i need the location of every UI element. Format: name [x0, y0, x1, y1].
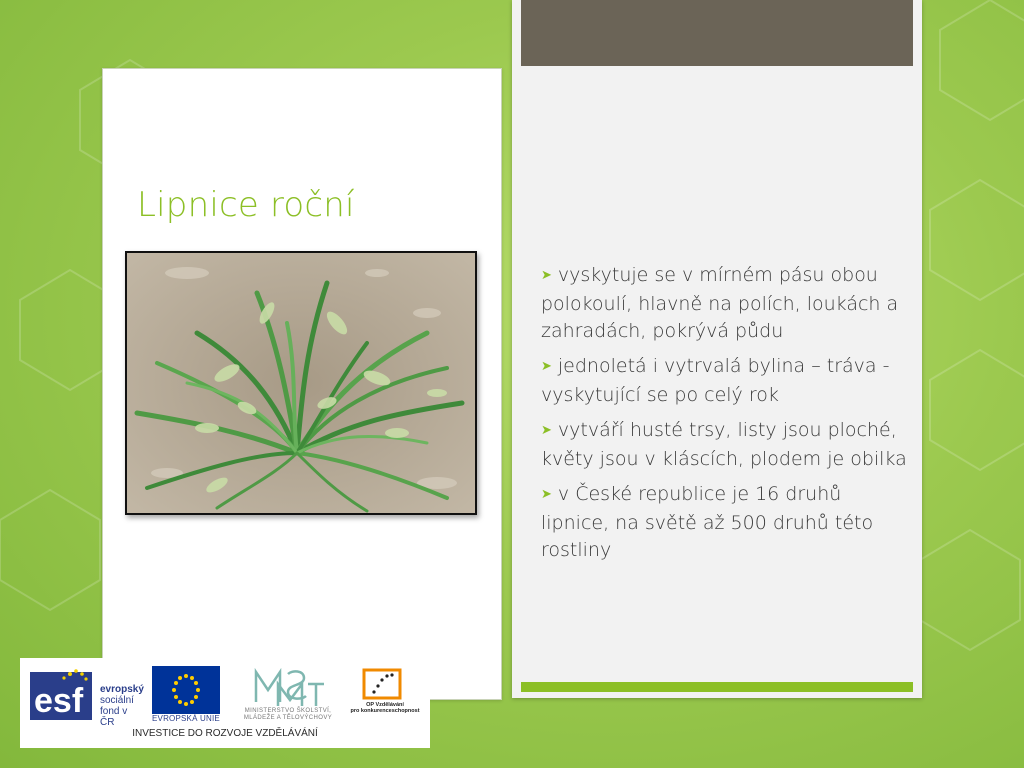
grass-photo-image	[127, 253, 475, 513]
eu-stars-icon	[152, 666, 220, 714]
bullet-text: vytváří husté trsy, listy jsou ploché, květy jsou v kláscích, plodem je obilka	[541, 419, 907, 470]
op-mark-icon	[360, 666, 404, 702]
bullet-item	[541, 417, 907, 473]
arrow-right-icon: ➤	[541, 487, 552, 502]
bullet-item	[541, 262, 907, 345]
op-logo	[360, 666, 404, 702]
op-line-1: OP Vzdělávání	[366, 702, 404, 708]
bullet-item	[541, 353, 907, 409]
left-content-panel	[102, 68, 502, 700]
decorative-bottom-bar	[521, 682, 913, 692]
eu-flag-logo	[152, 666, 220, 714]
msmt-caption	[226, 708, 350, 722]
op-caption	[342, 702, 428, 714]
eu-caption: EVROPSKÁ UNIE	[152, 714, 220, 723]
esf-line-1: evropský	[100, 684, 144, 695]
esf-line-3: fond v ČR	[100, 706, 128, 728]
decorative-top-bar	[521, 0, 913, 66]
msmt-logo	[248, 662, 328, 710]
bullet-list	[541, 262, 907, 572]
bullet-item	[541, 481, 907, 564]
funding-logo-strip	[20, 658, 430, 748]
bullet-text: vyskytuje se v mírném pásu obou polokoulí, hlavně na polích, loukách a zahradách, pokrývá půdu	[541, 264, 899, 342]
right-content-panel	[512, 0, 922, 698]
bullet-text: v České republice je 16 druhů lipnice, na světě až 500 druhů této rostliny	[541, 483, 874, 561]
msmt-line-2: MLÁDEŽE A TĚLOVÝCHOVY	[243, 715, 333, 721]
grass-photo	[125, 251, 477, 515]
arrow-right-icon: ➤	[541, 268, 552, 283]
funding-tagline: INVESTICE DO ROZVOJE VZDĚLÁVÁNÍ	[132, 728, 318, 739]
esf-logo	[30, 666, 144, 728]
arrow-right-icon: ➤	[541, 359, 552, 374]
bullet-text: jednoletá i vytrvalá bylina – tráva - vyskytující se po celý rok	[541, 355, 890, 406]
msmt-mark-icon	[248, 662, 328, 710]
slide-title: Lipnice roční	[137, 185, 355, 225]
msmt-line-1: MINISTERSTVO ŠKOLSTVÍ,	[244, 708, 332, 714]
esf-mark-text: esf	[34, 682, 84, 720]
esf-mark-icon	[30, 666, 92, 722]
esf-line-2: sociální	[100, 695, 134, 706]
op-line-2: pro konkurenceschopnost	[350, 708, 420, 714]
arrow-right-icon: ➤	[541, 423, 552, 438]
esf-caption	[100, 684, 144, 728]
